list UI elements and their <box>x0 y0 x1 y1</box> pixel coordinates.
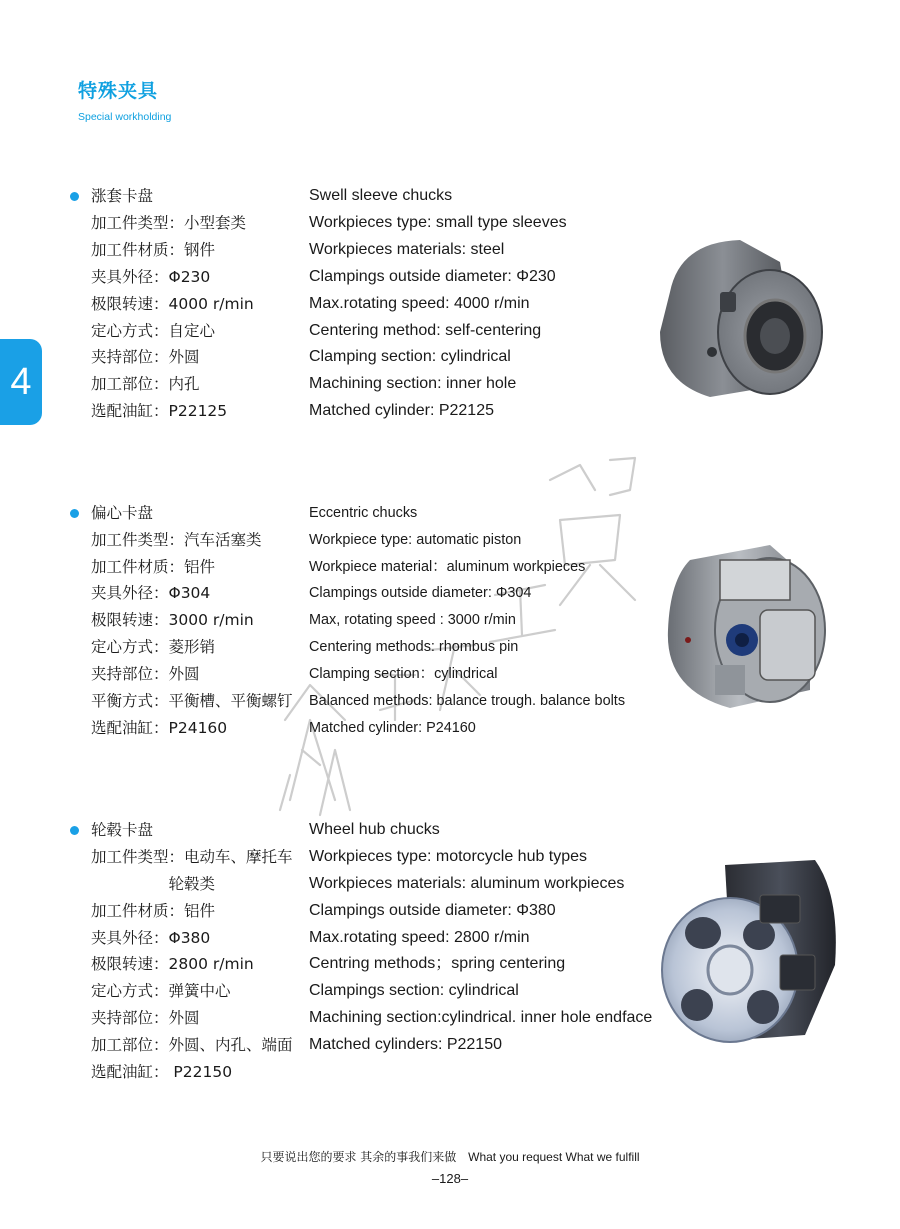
spec-en: Workpieces materials: aluminum workpieces <box>309 875 625 892</box>
spec-en: Clamping section: cylindrical <box>309 348 511 365</box>
spec-cn: 夹具外径：Φ304 <box>91 584 211 602</box>
spec-cn: 夹具外径：Φ380 <box>91 929 211 947</box>
footer-slogan-cn: 只要说出您的要求 其余的事我们来做 <box>260 1150 457 1164</box>
spec-cn: 加工件类型：小型套类 <box>91 214 247 232</box>
spec-en: Max.rotating speed: 4000 r/min <box>309 295 530 312</box>
spec-en: Matched cylinders: P22150 <box>309 1036 502 1053</box>
spec-cn: 加工件类型：汽车活塞类 <box>91 531 262 549</box>
spec-cn: 选配油缸：P24160 <box>91 719 228 737</box>
footer-slogan <box>0 1148 900 1165</box>
bullet-icon <box>70 192 79 201</box>
page-number: –128– <box>431 1171 469 1186</box>
spec-cn: 加工件材质：铝件 <box>91 558 216 576</box>
spec-cn: 夹具外径：Φ230 <box>91 268 211 286</box>
spec-en: Machining section:cylindrical. inner hole endface <box>309 1009 653 1026</box>
spec-en: Centring methods；spring centering <box>309 955 566 972</box>
spec-en: Matched cylinder: P22125 <box>309 402 494 419</box>
footer-slogan-en: What you request What we fulfill <box>468 1150 640 1164</box>
spec-cn: 夹持部位：外圆 <box>91 665 200 683</box>
page-title: 特殊夹具 <box>78 80 159 102</box>
spec-en: Workpiece material：aluminum workpieces <box>309 558 586 575</box>
spec-en: Workpieces type: motorcycle hub types <box>309 848 588 865</box>
spec-en: Workpieces materials: steel <box>309 241 505 258</box>
spec-cn: 加工件材质：钢件 <box>91 241 216 259</box>
page-subtitle: Special workholding <box>78 111 172 123</box>
spec-cn: 偏心卡盘 <box>91 504 154 522</box>
spec-cn: 加工件类型：电动车、摩托车 <box>91 848 293 866</box>
spec-cn: 极限转速：2800 r/min <box>91 955 254 973</box>
spec-en: Machining section: inner hole <box>309 375 517 392</box>
spec-en: Clamping section：cylindrical <box>309 665 498 682</box>
bullet-icon <box>70 509 79 518</box>
spec-cn: 轮毂卡盘 <box>91 821 154 839</box>
spec-cn: 加工部位：外圆、内孔、端面 <box>91 1036 293 1054</box>
spec-en: Max, rotating speed : 3000 r/min <box>309 611 516 628</box>
eccentric-chuck-image <box>660 540 835 712</box>
spec-cn: 平衡方式：平衡槽、平衡螺钉 <box>91 692 293 710</box>
spec-cn: 涨套卡盘 <box>91 187 154 205</box>
spec-en: Swell sleeve chucks <box>309 187 453 204</box>
spec-en: Clampings outside diameter: Φ304 <box>309 584 532 601</box>
spec-cn: 选配油缸： P22150 <box>91 1063 233 1081</box>
bullet-icon <box>70 826 79 835</box>
spec-en: Max.rotating speed: 2800 r/min <box>309 929 530 946</box>
wheel-hub-chuck-image <box>655 855 840 1045</box>
spec-en: Centering methods: rhombus pin <box>309 638 519 655</box>
spec-cn: 极限转速：3000 r/min <box>91 611 254 629</box>
spec-en: Centering method: self-centering <box>309 322 542 339</box>
spec-cn: 加工件材质：铝件 <box>91 902 216 920</box>
spec-en: Clampings outside diameter: Φ380 <box>309 902 556 919</box>
spec-en: Eccentric chucks <box>309 504 418 521</box>
spec-cn: 夹持部位：外圆 <box>91 348 200 366</box>
spec-en: Matched cylinder: P24160 <box>309 719 476 736</box>
spec-en: Workpiece type: automatic piston <box>309 531 522 548</box>
spec-en: Workpieces type: small type sleeves <box>309 214 567 231</box>
spec-en: Wheel hub chucks <box>309 821 440 838</box>
spec-cn: 定心方式：弹簧中心 <box>91 982 231 1000</box>
spec-cn: 定心方式：自定心 <box>91 322 216 340</box>
spec-cn: 极限转速：4000 r/min <box>91 295 254 313</box>
spec-cn: 定心方式：菱形销 <box>91 638 216 656</box>
swell-sleeve-chuck-image <box>650 232 830 404</box>
spec-cn: 选配油缸：P22125 <box>91 402 228 420</box>
spec-cn: 夹持部位：外圆 <box>91 1009 200 1027</box>
spec-en: Clampings outside diameter: Φ230 <box>309 268 556 285</box>
chapter-tab: 4 <box>0 339 42 425</box>
spec-en: Clampings section: cylindrical <box>309 982 519 999</box>
spec-en: Balanced methods: balance trough. balance bolts <box>309 692 626 709</box>
spec-cn: 加工部位：内孔 <box>91 375 200 393</box>
spec-cn: 轮毂类 <box>91 875 216 893</box>
